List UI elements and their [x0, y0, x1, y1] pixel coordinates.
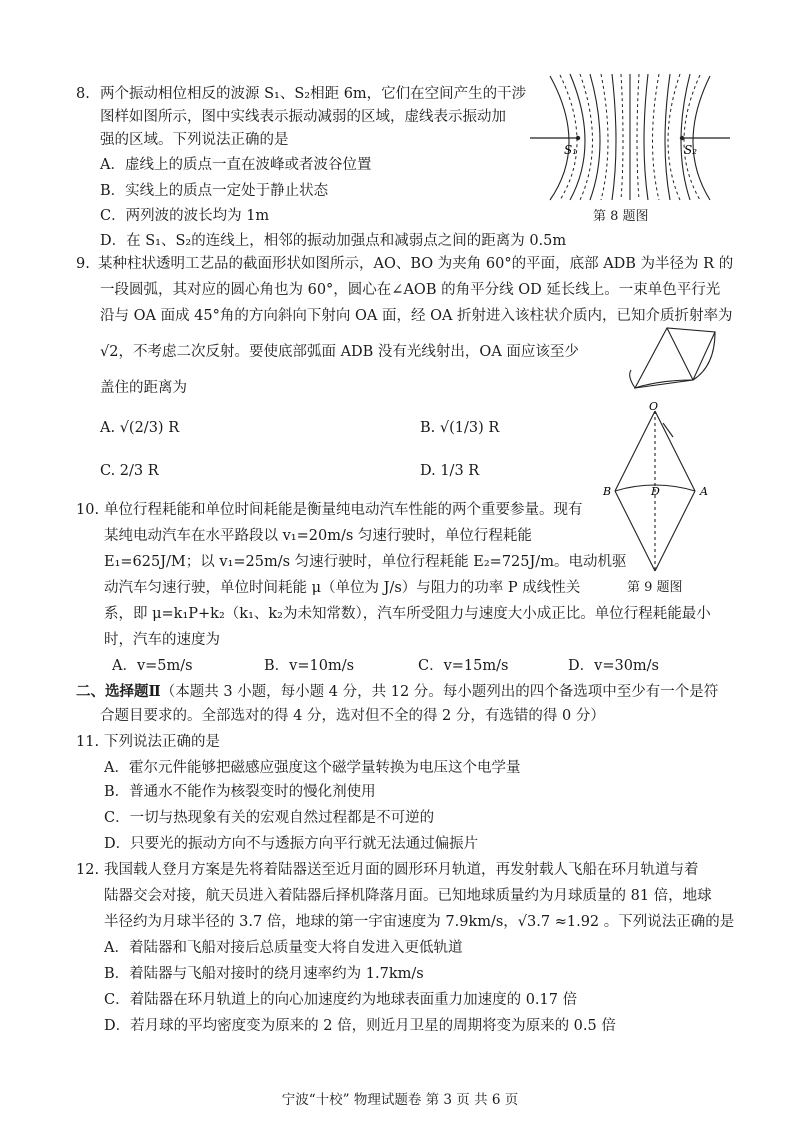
q8-option-d: D．在 S₁、S₂的连线上，相邻的振动加强点和减弱点之间的距离为 0.5m — [100, 233, 567, 249]
section2-title: 二、选择题Ⅱ — [76, 683, 161, 700]
q11-option-c: C．一切与热现象有关的宏观自然过程都是不可逆的 — [104, 810, 435, 826]
q10-stem-line1: 单位行程耗能和单位时间耗能是衡量纯电动汽车性能的两个重要参量。现有 — [104, 502, 583, 518]
q9-label-o: O — [649, 400, 659, 413]
q8-number: 8. — [76, 86, 90, 102]
q9-stem-line5: 盖住的距离为 — [100, 380, 187, 396]
q9-number: 9. — [76, 256, 90, 272]
q8-label-s2: S₂ — [684, 143, 698, 157]
q8-option-a: A．虚线上的质点一直在波峰或者波谷位置 — [100, 157, 372, 173]
q8-figure-caption: 第 8 题图 — [593, 209, 649, 224]
q9-stem-line1: 某种柱状透明工艺品的截面形状如图所示，AO、BO 为夹角 60°的平面，底部 ADB 为半径为 R 的 — [98, 256, 734, 272]
q12-option-b: B．着陆器与飞船对接时的绕月速率约为 1.7km/s — [104, 966, 424, 982]
q9-option-b: B. √(1/3) R — [420, 420, 500, 436]
q9-option-a: A. √(2/3) R — [100, 420, 180, 436]
q8-stem-line2: 图样如图所示，图中实线表示振动减弱的区域，虚线表示振动加 — [100, 109, 506, 125]
page-footer: 宁波“十校” 物理试题卷 第 3 页 共 6 页 — [281, 1092, 519, 1108]
q9-stem-line4: √2，不考虑二次反射。要使底部弧面 ADB 没有光线射出，OA 面应该至少 — [100, 344, 579, 360]
q8-interference-figure — [530, 72, 730, 202]
q10-stem-line5: 系，即 μ=k₁P+k₂（k₁、k₂为未知常数），汽车所受阻力与速度大小成正比。单位行程耗能最小 — [104, 606, 711, 622]
q9-label-a: A — [700, 485, 708, 498]
q12-stem-line3: 半径约为月球半径的 3.7 倍，地球的第一宇宙速度为 7.9km/s，√3.7 ≈1.92 。下列说法正确的是 — [104, 914, 735, 930]
q9-option-d: D. 1/3 R — [420, 463, 480, 479]
section2-desc-line2: 合题目要求的。全部选对的得 4 分，选对但不全的得 2 分，有选错的得 0 分） — [100, 708, 605, 724]
q12-stem-line1: 我国载人登月方案是先将着陆器送至近月面的圆形环月轨道，再发射载人飞船在环月轨道与着 — [104, 862, 699, 878]
q9-figure-caption: 第 9 题图 — [627, 580, 683, 595]
q11-option-a: A．霍尔元件能够把磁感应强度这个磁学量转换为电压这个电学量 — [104, 760, 521, 776]
q9-prism-figure — [605, 318, 735, 408]
q8-option-b: B．实线上的质点一定处于静止状态 — [100, 183, 329, 199]
q12-option-d: D．若月球的平均密度变为原来的 2 倍，则近月卫星的周期将变为原来的 0.5 倍 — [104, 1018, 616, 1034]
q11-option-d: D．只要光的振动方向不与透振方向平行就无法通过偏振片 — [104, 836, 479, 852]
q11-stem: 下列说法正确的是 — [104, 734, 220, 750]
q10-stem-line4: 动汽车匀速行驶，单位时间耗能 μ（单位为 J/s）与阻力的功率 P 成线性关 — [104, 580, 581, 596]
section2-header — [76, 682, 718, 702]
q11-number: 11. — [76, 734, 100, 750]
q10-stem-line3: E₁=625J/M；以 v₁=25m/s 匀速行驶时，单位行程耗能 E₂=725J/m。电动机驱 — [104, 554, 627, 570]
q9-option-c: C. 2/3 R — [100, 463, 159, 479]
q9-stem-line2: 一段圆弧，其对应的圆心角也为 60°，圆心在∠AOB 的角平分线 OD 延长线上。一束单色平行光 — [100, 282, 721, 298]
q8-option-c: C．两列波的波长均为 1m — [100, 208, 270, 224]
q9-stem-line3: 沿与 OA 面成 45°角的方向斜向下射向 OA 面，经 OA 折射进入该柱状介质内，已知介质折射率为 — [100, 308, 733, 324]
q10-option-c: C．v=15m/s — [418, 658, 509, 674]
q10-stem-line6: 时，汽车的速度为 — [104, 632, 220, 648]
q8-stem-line3: 强的区域。下列说法正确的是 — [100, 132, 289, 148]
q10-option-b: B．v=10m/s — [264, 658, 355, 674]
q11-option-b: B．普通水不能作为核裂变时的慢化剂使用 — [104, 784, 376, 800]
q12-option-a: A．着陆器和飞船对接后总质量变大将自发进入更低轨道 — [104, 940, 463, 956]
q12-option-c: C．着陆器在环月轨道上的向心加速度约为地球表面重力加速度的 0.17 倍 — [104, 992, 578, 1008]
q8-stem-line1: 两个振动相位相反的波源 S₁、S₂相距 6m，它们在空间产生的干涉 — [100, 86, 527, 102]
q9-label-b: B — [603, 485, 612, 498]
q10-stem-line2: 某纯电动汽车在水平路段以 v₁=20m/s 匀速行驶时，单位行程耗能 — [104, 528, 532, 544]
q10-number: 10. — [76, 502, 100, 518]
q8-label-s1: S₁ — [564, 143, 578, 157]
q12-stem-line2: 陆器交会对接，航天员进入着陆器后择机降落月面。已知地球质量约为月球质量的 81 倍，地球 — [104, 888, 712, 904]
q12-number: 12. — [76, 862, 100, 878]
q10-option-d: D．v=30m/s — [568, 658, 659, 674]
section2-desc-line1: （本题共 3 小题，每小题 4 分，共 12 分。每小题列出的四个备选项中至少有一个是符 — [160, 684, 719, 700]
q10-option-a: A．v=5m/s — [112, 658, 193, 674]
q9-label-d: D — [651, 485, 660, 498]
